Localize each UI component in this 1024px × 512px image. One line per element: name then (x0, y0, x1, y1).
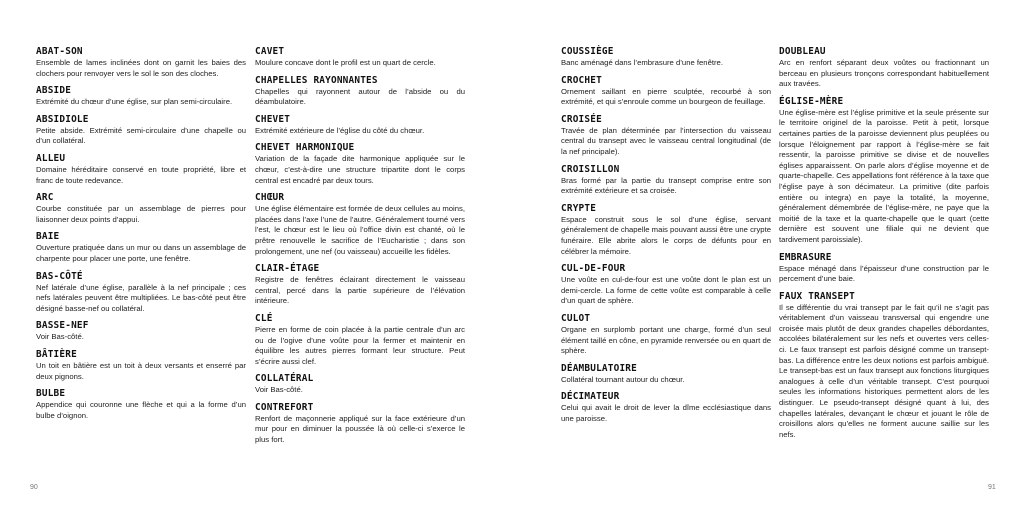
column-2 (255, 46, 465, 452)
entry-definition: Extrémité extérieure de l’église du côté du chœur. (255, 125, 425, 135)
glossary-entry (255, 402, 465, 446)
entry-definition: Organe en surplomb portant une charge, formé d’un seul élément taillé en cône, en pyramide renversée ou en quart de sphère. (561, 324, 771, 356)
entry-term: CRYPTE (561, 202, 597, 214)
glossary-entry (255, 313, 465, 367)
glossary-entry (36, 231, 246, 264)
entry-definition: Petite abside. Extrémité semi-circulaire d’une chapelle ou d’un collatéral. (36, 125, 246, 146)
glossary-entry (36, 320, 246, 343)
entry-term: DÉAMBULATOIRE (561, 362, 637, 374)
entry-definition: Celui qui avait le droit de lever la dîme ecclésiastique dans une paroisse. (561, 403, 771, 423)
entry-term: CLAIR-ÉTAGE (255, 263, 320, 275)
entry-term: CHEVET (255, 113, 291, 125)
entry-term: CONTREFORT (255, 401, 314, 413)
glossary-entry (561, 391, 771, 424)
entry-term: ABAT-SON (36, 46, 83, 57)
entry-term: DÉCIMATEUR (561, 391, 620, 403)
entry-definition: Nef latérale d’une église, parallèle à la nef principale ; ces nefs latérales peuvent être multipliées. Le bas-côté peut être désigné basse-nef ou collatéral. (36, 282, 246, 313)
entry-term: CROISÉE (561, 113, 602, 125)
glossary-entry (255, 114, 465, 137)
entry-definition: Une église-mère est l’église primitive et la seule présente sur le territoire originel de la paroisse. Petit à petit, lorsque certaines parties de la paroisse deviennent plus peuplées ou lorsque l’éloignement par rapport à l’église-mère se fait ressentir, la paroisse primitive se divise et de nouvelles églises apparaissent. On parle alors d’église moyenne et de quarte-chapelle. Ces appellations font référence à la taxe que l’église paye à son décimateur. La primitive (dite parfois entière ou integra) en paye la totalité, la moyenne, généralement démembrée de l’église-mère, ne paye que la moitié de la taxe et la quarte-chapelle que le quart (cette dernière est souvent une filiale qui ne devient que tardivement paroissiale). (779, 107, 989, 244)
entry-term: CHEVET HARMONIQUE (255, 142, 355, 154)
entry-definition: Extrémité du chœur d’une église, sur plan semi-circulaire. (36, 97, 233, 107)
entry-definition: Pierre en forme de coin placée à la partie centrale d’un arc ou de l’ogive d’une voûte pour la fermer et maintenir en équilibre les autres pierres formant leur structure. Peut s’écrire aussi clef. (255, 324, 465, 366)
entry-term: FAUX TRANSEPT (779, 290, 855, 302)
column-4 (779, 46, 989, 446)
entry-definition: Bras formé par la partie du transept comprise entre son extrémité extérieure et sa croisée. (561, 175, 771, 196)
entry-term: ABSIDE (36, 85, 72, 97)
entry-definition: Il se différentie du vrai transept par le fait qu’il ne s’agit pas véritablement d’un vaisseau transversal qui engendre une croisée mais plutôt de deux grandes chapelles débordantes, accolées bilatéralement sur les nefs et ouvertes vers celles-ci. Le faux transept est parfois désigné comme un transept-bas. La différence entre les deux notions est parfois ambiguë. Le transept-bas est un faux transept aux fonctions liturgiques analogues à celle d’un véritable transept. C’est pourquoi seules les informations historiques permettent alors de les distinguer. Le pseudo-transept désigné quant à lui, des chapelles latérales, devançant le chœur et jouant le rôle de croisillons alors qu’elles ne forment aucune saillie sur les nefs. (779, 302, 989, 439)
glossary-entry (561, 46, 771, 69)
entry-definition: Registre de fenêtres éclairant directement le vaisseau central, percé dans la partie supérieure de l’élévation intérieure. (255, 275, 465, 306)
glossary-entry (779, 291, 989, 441)
entry-term: BULBE (36, 388, 66, 400)
entry-term: ABSIDIOLE (36, 113, 89, 125)
entry-term: COLLATÉRAL (255, 373, 314, 385)
entry-definition: Moulure concave dont le profil est un quart de cercle. (255, 58, 436, 67)
glossary-entry (255, 263, 465, 307)
entry-term: BAS-CÔTÉ (36, 270, 83, 282)
glossary-entry (36, 192, 246, 225)
entry-term: ALLEU (36, 152, 66, 164)
entry-term: COUSSIÈGE (561, 46, 614, 57)
entry-definition: Espace construit sous le sol d’une église, servant généralement de chapelle mais pouvant aussi être une crypte funéraire. Elle abrite alors le corps de défunts pour en célébrer la mémoire. (561, 214, 771, 256)
entry-definition: Voir Bas-côté. (36, 332, 84, 342)
glossary-entry (561, 313, 771, 357)
glossary-entry (779, 96, 989, 246)
glossary-entry (561, 363, 771, 386)
entry-term: BÂTIÈRE (36, 348, 77, 360)
entry-term: CULOT (561, 312, 591, 324)
entry-term: DOUBLEAU (779, 46, 826, 57)
glossary-entry (561, 203, 771, 257)
entry-term: CHŒUR (255, 192, 285, 204)
entry-definition: Voir Bas-côté. (255, 385, 303, 395)
glossary-entry (561, 263, 771, 307)
entry-term: BAIE (36, 231, 60, 243)
glossary-entry (561, 75, 771, 108)
entry-definition: Une église élémentaire est formée de deux cellules au moins, placées dans l’axe l’une de l’autre. Généralement tourné vers l’est, le chœur est le lieu où l’office divin est chanté, où le prêtre renouvelle le sacrifice de l’Eucharistie ; dans son prolongement, une nef (ou vaisseau) accueille les fidèles. (255, 204, 465, 256)
entry-term: ÉGLISE-MÈRE (779, 95, 844, 107)
column-3 (561, 46, 771, 430)
glossary-entry (36, 114, 246, 147)
entry-definition: Renfort de maçonnerie appliqué sur la face extérieure d’un mur pour en diminuer la poussée là où celle-ci s’exerce le plus fort. (255, 413, 465, 445)
glossary-entry (36, 85, 246, 108)
entry-definition: Ornement saillant en pierre sculptée, recourbé à son extrémité, et qui s’enroule comme un bourgeon de feuillage. (561, 86, 771, 107)
entry-definition: Une voûte en cul-de-four est une voûte dont le plan est un demi-cercle. La forme de cette voûte est comparable à celle d’un quart de sphère. (561, 275, 771, 306)
glossary-entry (779, 46, 989, 90)
column-1 (36, 46, 246, 427)
glossary-entry (779, 252, 989, 285)
entry-term: EMBRASURE (779, 251, 832, 263)
glossary-entry (255, 373, 465, 396)
glossary-entry (36, 46, 246, 79)
entry-term: CROISILLON (561, 163, 620, 175)
entry-definition: Arc en renfort séparant deux voûtes ou fractionnant un berceau en plusieurs tronçons correspondant habituellement aux travées. (779, 58, 989, 89)
entry-definition: Ouverture pratiquée dans un mur ou dans un assemblage de charpente pour placer une porte, une fenêtre. (36, 243, 246, 263)
entry-definition: Collatéral tournant autour du chœur. (561, 374, 685, 384)
glossary-entry (255, 46, 465, 69)
entry-definition: Domaine héréditaire conservé en toute propriété, libre et franc de toute redevance. (36, 164, 246, 185)
entry-term: CAVET (255, 46, 285, 57)
glossary-entry (561, 114, 771, 158)
page-number-left: 90 (30, 484, 38, 491)
glossary-entry (255, 75, 465, 108)
entry-definition: Travée de plan déterminée par l’intersection du vaisseau central du transept avec le vaisseau central longitudinal (de la nef principale). (561, 125, 771, 156)
entry-definition: Espace ménagé dans l’épaisseur d’une construction par le percement d’une baie. (779, 263, 989, 284)
glossary-entry (36, 388, 246, 421)
glossary-entry (561, 164, 771, 197)
entry-definition: Appendice qui couronne une flèche et qui a la forme d’un bulbe d’oignon. (36, 400, 246, 420)
entry-definition: Variation de la façade dite harmonique appliquée sur le chœur, c’est-à-dire une structure tripartite dont le corps central est encadré par deux tours. (255, 154, 465, 185)
page-number-right: 91 (988, 484, 996, 491)
entry-term: ARC (36, 192, 54, 204)
glossary-entry (255, 142, 465, 186)
glossary-entry (36, 271, 246, 315)
glossary-entry (36, 153, 246, 186)
entry-definition: Chapelles qui rayonnent autour de l’abside ou du déambulatoire. (255, 86, 465, 107)
glossary-entry (255, 192, 465, 257)
entry-term: CROCHET (561, 74, 602, 86)
entry-term: BASSE-NEF (36, 320, 89, 332)
glossary-entry (36, 349, 246, 382)
entry-definition: Ensemble de lames inclinées dont on garnit les baies des clochers pour renvoyer vers le sol le son des cloches. (36, 58, 246, 78)
entry-term: CLÉ (255, 312, 273, 324)
entry-definition: Un toit en bâtière est un toit à deux versants et enserré par deux pignons. (36, 360, 246, 381)
entry-term: CUL-DE-FOUR (561, 263, 626, 275)
entry-term: CHAPELLES RAYONNANTES (255, 74, 378, 86)
entry-definition: Courbe constituée par un assemblage de pierres pour liaisonner deux points d’appui. (36, 204, 246, 224)
entry-definition: Banc aménagé dans l’embrasure d’une fenêtre. (561, 58, 723, 67)
